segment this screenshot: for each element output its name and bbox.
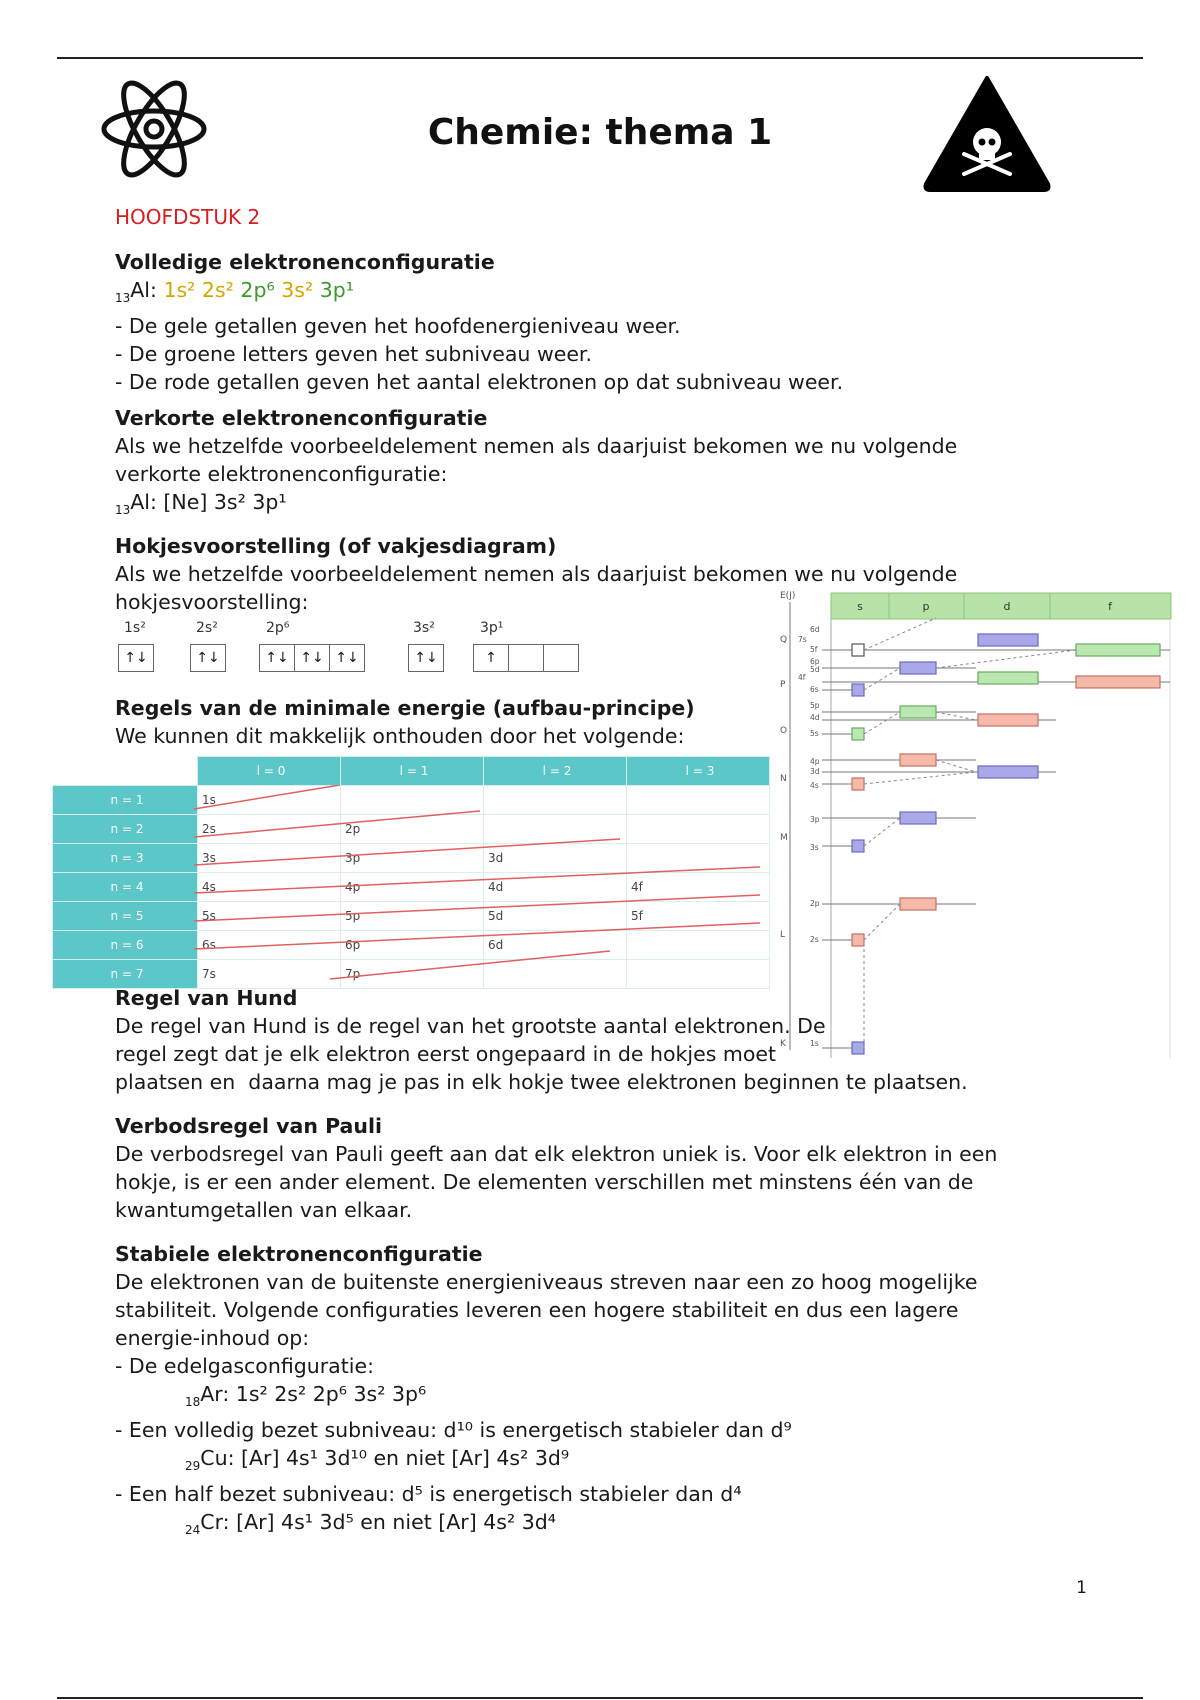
level-label: 3s <box>810 843 819 852</box>
level-label: 7s <box>798 635 807 644</box>
text-line: plaatsen en daarna mag je pas in elk hokje twee elektronen beginnen te plaatsen. <box>115 1070 968 1094</box>
config-part: 3s² <box>281 278 314 302</box>
section-hund <box>115 984 1075 1096</box>
orbital-cell <box>509 645 544 671</box>
text-line: De elektronen van de buitenste energieniveaus streven naar een zo hoog mogelijke <box>115 1270 978 1294</box>
box-label: 2p⁶ <box>266 620 290 636</box>
text-line: hokjesvoorstelling: <box>115 590 309 614</box>
level-label: 4s <box>810 781 819 790</box>
orbital-box <box>259 644 365 672</box>
text-line: Als we hetzelfde voorbeeldelement nemen als daarjuist bekomen we nu volgende <box>115 562 958 586</box>
shell-label: L <box>780 930 786 940</box>
section-heading: Hokjesvoorstelling (of vakjesdiagram) <box>115 534 557 558</box>
text-line: Als we hetzelfde voorbeeldelement nemen als daarjuist bekomen we nu volgende <box>115 434 958 458</box>
bullet-line: - De edelgasconfiguratie: <box>115 1354 374 1378</box>
orbital-cell: ↑↓ <box>124 650 148 666</box>
box-label: 1s² <box>124 620 146 636</box>
level-label: 2s <box>810 935 819 944</box>
level-label: 5s <box>810 729 819 738</box>
formula: Cu: [Ar] 4s¹ 3d¹⁰ en niet [Ar] 4s² 3d⁹ <box>200 1446 570 1471</box>
col-header: l = 0 <box>198 757 341 786</box>
table-cell: 6s <box>198 931 341 960</box>
row-header: n = 7 <box>53 960 198 989</box>
section-heading: Stabiele elektronenconfiguratie <box>115 1242 483 1266</box>
orbital-box <box>408 644 444 672</box>
text-line: De regel van Hund is de regel van het grootste aantal elektronen. De <box>115 1014 826 1038</box>
page-number: 1 <box>1076 1578 1087 1598</box>
formula: Al: [Ne] 3s² 3p¹ <box>130 490 287 514</box>
level-label: 5d <box>810 665 820 674</box>
level-label: 4f <box>798 673 806 682</box>
shell-label: M <box>780 833 788 843</box>
example-config <box>115 488 1075 524</box>
level-label: 5p <box>810 701 820 710</box>
formula: Ar: 1s² 2s² 2p⁶ 3s² 3p⁶ <box>200 1382 427 1406</box>
table-cell: 3s <box>198 844 341 873</box>
orbital-cell <box>544 645 578 671</box>
config-part: 2s² <box>201 278 234 302</box>
level-label: 4p <box>810 757 820 766</box>
atomic-number: 18 <box>185 1395 201 1410</box>
row-header: n = 6 <box>53 931 198 960</box>
text-line: regel zegt dat je elk elektron eerst ongepaard in de hokjes moet <box>115 1042 777 1066</box>
table-cell: 1s <box>198 786 341 815</box>
orbital-cell: ↑↓ <box>260 645 295 671</box>
diagram-header: s <box>857 600 863 613</box>
level-label: 3p <box>810 815 820 824</box>
text-line: kwantumgetallen van elkaar. <box>115 1198 413 1222</box>
level-label: 1s <box>810 1039 819 1048</box>
orbital-cell: ↑ <box>474 645 509 671</box>
table-cell: 2s <box>198 815 341 844</box>
atomic-number: 13 <box>115 503 131 518</box>
level-label: 5f <box>810 645 818 654</box>
diagram-header: f <box>1108 600 1112 613</box>
box-label: 3p¹ <box>480 620 504 636</box>
table-cell: 4d <box>484 873 627 902</box>
bottom-rule <box>57 1697 1143 1699</box>
col-header: l = 2 <box>484 757 627 786</box>
row-header: n = 3 <box>53 844 198 873</box>
orbital-box <box>473 644 579 672</box>
table-cell: 5s <box>198 902 341 931</box>
table-cell: 6d <box>484 931 627 960</box>
page-title: Chemie: thema 1 <box>427 112 773 153</box>
section-stable-config <box>115 1240 1075 1544</box>
text-line: energie-inhoud op: <box>115 1326 310 1350</box>
bullet-line: - Een volledig bezet subniveau: d¹⁰ is energetisch stabieler dan d⁹ <box>115 1418 792 1443</box>
row-header: n = 2 <box>53 815 198 844</box>
table-cell: 6p <box>341 931 484 960</box>
corner-cell <box>53 757 198 786</box>
table-cell: 7s <box>198 960 341 989</box>
level-label: 6d <box>810 625 820 634</box>
orbital-box <box>118 644 154 672</box>
shell-label: P <box>780 680 786 690</box>
aufbau-diagonal-arrows <box>190 785 770 985</box>
row-header: n = 5 <box>53 902 198 931</box>
text-line: We kunnen dit makkelijk onthouden door het volgende: <box>115 724 685 748</box>
section-short-config <box>115 404 1075 524</box>
level-label: 6p <box>810 657 820 666</box>
text-line: De verbodsregel van Pauli geeft aan dat elk elektron uniek is. Voor elk elektron in een <box>115 1142 998 1166</box>
element-symbol: Al: <box>130 278 164 302</box>
table-cell: 4p <box>341 873 484 902</box>
atomic-number: 24 <box>185 1523 201 1538</box>
table-cell: 4s <box>198 873 341 902</box>
orbital-box <box>190 644 226 672</box>
level-label: 6s <box>810 685 819 694</box>
diagram-header: p <box>922 600 930 613</box>
row-header: n = 1 <box>53 786 198 815</box>
section-aufbau <box>115 694 755 750</box>
axis-label: E(J) <box>780 591 796 601</box>
box-label: 3s² <box>413 620 435 636</box>
diagram-header: d <box>1003 600 1011 613</box>
shell-label: K <box>780 1039 786 1049</box>
table-cell: 5f <box>627 902 770 931</box>
section-heading: Volledige elektronenconfiguratie <box>115 250 495 274</box>
text-line: - De groene letters geven het subniveau weer. <box>115 342 592 367</box>
top-rule <box>57 57 1143 59</box>
text-line: verkorte elektronenconfiguratie: <box>115 462 448 486</box>
level-label: 2p <box>810 899 820 908</box>
text-line: - De rode getallen geven het aantal elektronen op dat subniveau weer. <box>115 370 844 395</box>
shell-label: Q <box>780 635 788 645</box>
chapter-label: HOOFDSTUK 2 <box>115 205 261 229</box>
orbital-cell: ↑↓ <box>196 650 220 666</box>
col-header: l = 1 <box>341 757 484 786</box>
table-cell: 5p <box>341 902 484 931</box>
text-line: - De gele getallen geven het hoofdenergieniveau weer. <box>115 314 681 339</box>
orbital-cell: ↑↓ <box>414 650 438 666</box>
atomic-number: 13 <box>115 291 131 306</box>
config-part: 2p⁶ <box>240 278 275 302</box>
table-cell: 5d <box>484 902 627 931</box>
bullet-line: - Een half bezet subniveau: d⁵ is energetisch stabieler dan d⁴ <box>115 1482 742 1507</box>
example-config <box>115 276 1075 312</box>
level-label: 4d <box>810 713 820 722</box>
config-part: 3p¹ <box>319 278 354 302</box>
table-cell: 2p <box>341 815 484 844</box>
orbital-cell: ↑↓ <box>295 645 330 671</box>
section-heading: Verkorte elektronenconfiguratie <box>115 406 488 430</box>
formula: Cr: [Ar] 4s¹ 3d⁵ en niet [Ar] 4s² 3d⁴ <box>200 1510 556 1535</box>
table-cell: 3p <box>341 844 484 873</box>
table-cell: 7p <box>341 960 484 989</box>
skull-hazard-icon <box>920 72 1054 192</box>
table-cell: 3d <box>484 844 627 873</box>
section-heading: Regels van de minimale energie (aufbau-principe) <box>115 696 695 720</box>
text-line: stabiliteit. Volgende configuraties leveren een hogere stabiliteit en dus een lagere <box>115 1298 959 1322</box>
table-cell: 4f <box>627 873 770 902</box>
shell-label: N <box>780 774 787 784</box>
config-part: 1s² <box>163 278 196 302</box>
atomic-number: 29 <box>185 1459 201 1474</box>
example-config <box>115 1380 1075 1416</box>
example-config <box>115 1444 1075 1480</box>
section-pauli <box>115 1112 1075 1224</box>
col-header: l = 3 <box>627 757 770 786</box>
shell-label: O <box>780 726 788 736</box>
level-label: 3d <box>810 767 820 776</box>
section-full-config <box>115 248 1075 396</box>
section-heading: Regel van Hund <box>115 986 298 1010</box>
row-header: n = 4 <box>53 873 198 902</box>
box-label: 2s² <box>196 620 218 636</box>
orbital-cell: ↑↓ <box>335 650 359 666</box>
section-heading: Verbodsregel van Pauli <box>115 1114 383 1138</box>
example-config <box>115 1508 1075 1544</box>
text-line: hokje, is er een ander element. De elementen verschillen met minstens één van de <box>115 1170 974 1194</box>
